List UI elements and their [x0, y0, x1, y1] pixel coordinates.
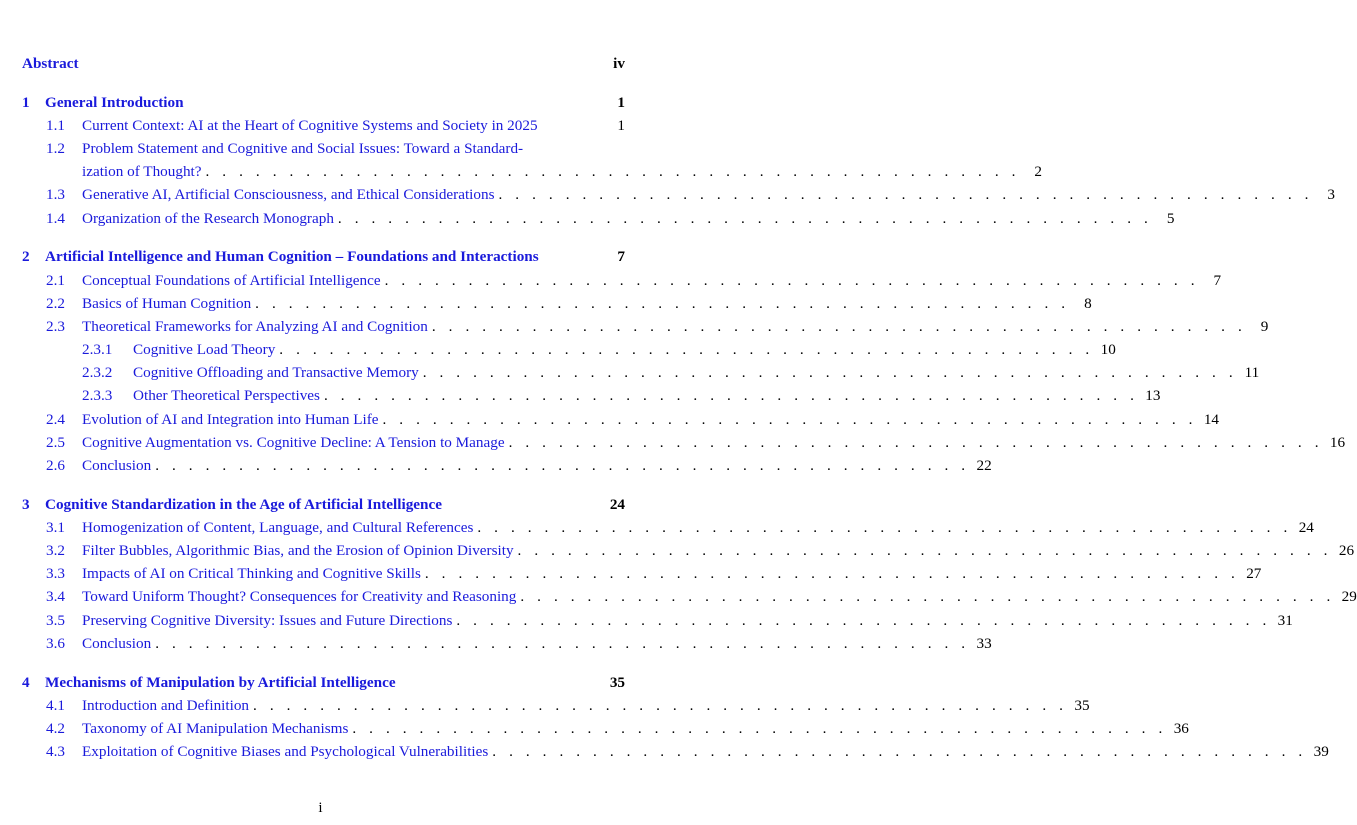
toc-leader: . . . . . . . . . . . . . . . . . . . . . . . . . . . . . . . . . . . . . . . . . . . . . . . . . — [517, 542, 1333, 560]
toc-section-title[interactable]: Evolution of AI and Integration into Human Life — [82, 410, 379, 428]
toc-section-number: 4.2 — [46, 719, 65, 737]
toc-section-title[interactable]: Homogenization of Content, Language, and Cultural References — [82, 518, 474, 536]
toc-section-title[interactable]: Conclusion — [82, 457, 152, 474]
toc-section-number: 2.3 — [46, 317, 65, 335]
toc-section-title[interactable]: Generative AI, Artificial Consciousness, and Ethical Considerations — [82, 186, 495, 204]
toc-page-number: 24 — [1298, 518, 1314, 536]
toc-page-number: 8 — [1084, 294, 1092, 312]
toc-page-number: 1 — [617, 116, 625, 134]
toc-section-title[interactable]: Taxonomy of AI Manipulation Mechanisms — [82, 719, 349, 737]
toc-section-2-5[interactable] — [22, 431, 1346, 454]
toc-section-2-1[interactable] — [22, 269, 1222, 292]
toc-page-number: 39 — [1313, 743, 1329, 761]
toc-leader: . . . . . . . . . . . . . . . . . . . . . . . . . . . . . . . . . . . . . . . . . . . . . . . . . — [431, 317, 1247, 335]
toc-section-1-2-continued[interactable] — [22, 160, 1043, 183]
toc-section-title-continued[interactable]: ization of Thought? — [82, 163, 202, 181]
toc-page-number: 16 — [1329, 433, 1346, 451]
toc-subsection-title[interactable]: Cognitive Offloading and Transactive Memory — [133, 364, 419, 382]
toc-section-title[interactable]: Preserving Cognitive Diversity: Issues and Future Directions — [82, 611, 453, 629]
toc-leader: . . . . . . . . . . . . . . . . . . . . . . . . . . . . . . . . . . . . . . . . . . . . . . . . . — [253, 696, 1068, 714]
toc-section-number: 3.3 — [46, 565, 65, 583]
toc-section-1-3[interactable] — [22, 183, 1336, 206]
toc-section-1-1[interactable] — [22, 114, 625, 137]
toc-subsection-number: 2.3.1 — [82, 341, 113, 359]
toc-section-1-2[interactable] — [22, 137, 625, 160]
toc-page-number: 31 — [1277, 611, 1293, 629]
toc-leader: . . . . . . . . . . . . . . . . . . . . . . . . . . . . . . . . . . . . . . . . . . . . . . . . . — [382, 410, 1198, 428]
toc-leader: . . . . . . . . . . . . . . . . . . . . . . . . . . . . . . . . . . . . . . . . . . . . . . . . . — [520, 588, 1335, 606]
toc-page-number: 24 — [609, 495, 625, 513]
toc-leader — [538, 114, 607, 137]
toc-chapter-number: 1 — [22, 93, 30, 111]
toc-section-number: 2.4 — [46, 410, 65, 428]
toc-chapter-3[interactable] — [22, 493, 625, 516]
toc-page-number: 29 — [1341, 588, 1357, 606]
toc-leader: . . . . . . . . . . . . . . . . . . . . . . . . . . . . . . . . . . . . . . . . . . . . . . . . . — [477, 518, 1292, 536]
toc-leader: . . . . . . . . . . . . . . . . . . . . . . . . . . . . . . . . . . . . . . . . . . . . . . . . . — [352, 719, 1167, 737]
toc-subsection-title[interactable]: Other Theoretical Perspectives — [133, 387, 320, 405]
toc-chapter-number: 3 — [22, 495, 30, 513]
toc-section-title[interactable]: Theoretical Frameworks for Analyzing AI and Cognition — [82, 317, 428, 335]
toc-leader: . . . . . . . . . . . . . . . . . . . . . . . . . . . . . . . . . . . . . . . . . . . . . . . . . — [422, 364, 1238, 382]
table-of-contents — [22, 52, 1357, 763]
toc-subsection-2-3-1[interactable] — [22, 338, 1116, 361]
toc-leader: . . . . . . . . . . . . . . . . . . . . . . . . . . . . . . . . . . . . . . . . . . . . . . . . . — [323, 387, 1139, 405]
toc-section-number: 3.1 — [46, 518, 65, 536]
toc-section-3-4[interactable] — [22, 585, 1357, 608]
toc-chapter-title[interactable]: Mechanisms of Manipulation by Artificial Intelligence — [45, 673, 396, 691]
toc-subsection-title[interactable]: Cognitive Load Theory — [133, 341, 276, 359]
toc-leader: . . . . . . . . . . . . . . . . . . . . . . . . . . . . . . . . . . . . . . . . . . . . . . . . . — [424, 565, 1240, 583]
toc-section-number: 3.6 — [46, 634, 65, 652]
toc-leader: . . . . . . . . . . . . . . . . . . . . . . . . . . . . . . . . . . . . . . . . . . . . . . . . . — [255, 294, 1070, 312]
toc-section-2-4[interactable] — [22, 408, 1220, 431]
toc-section-title[interactable]: Impacts of AI on Critical Thinking and Cognitive Skills — [82, 565, 421, 583]
toc-section-number: 2.5 — [46, 433, 65, 451]
toc-section-title[interactable]: Problem Statement and Cognitive and Social Issues: Toward a Standard- — [82, 140, 524, 158]
toc-leader — [184, 91, 607, 114]
toc-section-title[interactable]: Conclusion — [82, 634, 152, 652]
toc-subsection-number: 2.3.3 — [82, 387, 113, 405]
page-number-footer: i — [318, 800, 323, 816]
toc-section-title[interactable]: Current Context: AI at the Heart of Cognitive Systems and Society in 2025 — [82, 116, 538, 134]
toc-section-title[interactable]: Filter Bubbles, Algorithmic Bias, and the Erosion of Opinion Diversity — [82, 542, 514, 560]
toc-page-number: 9 — [1260, 317, 1269, 335]
toc-subsection-number: 2.3.2 — [82, 364, 113, 382]
toc-section-title[interactable]: Organization of the Research Monograph — [82, 209, 334, 227]
toc-leader: . . . . . . . . . . . . . . . . . . . . . . . . . . . . . . . . . . . . . . . . . . . . . . . . . — [384, 271, 1200, 289]
toc-page-number: 35 — [1074, 696, 1090, 714]
toc-section-3-3[interactable] — [22, 562, 1262, 585]
toc-section-number: 3.4 — [46, 588, 65, 606]
toc-section-title[interactable]: Introduction and Definition — [82, 696, 250, 714]
toc-leader: . . . . . . . . . . . . . . . . . . . . . . . . . . . . . . . . . . . . . . . . . . . . . . . . . — [456, 611, 1271, 629]
toc-page-number: 11 — [1244, 364, 1260, 382]
toc-chapter-title[interactable]: Cognitive Standardization in the Age of Artificial Intelligence — [45, 495, 442, 513]
toc-section-3-2[interactable] — [22, 539, 1355, 562]
toc-section-title[interactable]: Exploitation of Cognitive Biases and Psychological Vulnerabilities — [82, 743, 489, 761]
toc-section-1-4[interactable] — [22, 207, 1175, 230]
toc-entry-title[interactable]: Abstract — [22, 55, 79, 72]
toc-section-number: 2.2 — [46, 294, 65, 312]
toc-section-2-3[interactable] — [22, 315, 1269, 338]
toc-page-number: 22 — [976, 457, 992, 474]
toc-page-number: 13 — [1145, 387, 1161, 405]
toc-page-number: 7 — [617, 248, 625, 266]
toc-section-4-3[interactable] — [22, 740, 1329, 763]
toc-leader — [442, 493, 607, 516]
toc-section-title[interactable]: Conceptual Foundations of Artificial Intelligence — [82, 271, 381, 289]
toc-section-number: 1.2 — [46, 140, 65, 158]
toc-leader — [396, 671, 607, 694]
toc-leader: . . . . . . . . . . . . . . . . . . . . . . . . . . . . . . . . . . . . . . . . . . . . . . . . . — [155, 634, 970, 652]
toc-page-number: 5 — [1166, 209, 1175, 227]
toc-section-number: 1.4 — [46, 209, 65, 227]
toc-page-number: 36 — [1173, 719, 1189, 737]
toc-page-number: 26 — [1338, 542, 1355, 560]
toc-chapter-number: 4 — [22, 673, 30, 691]
toc-section-number: 1.1 — [46, 116, 65, 134]
toc-chapter-2[interactable] — [22, 245, 625, 268]
toc-leader — [523, 137, 625, 160]
toc-leader: . . . . . . . . . . . . . . . . . . . . . . . . . . . . . . . . . . . . . . . . . . . . . . . . . — [492, 743, 1307, 761]
toc-leader: . . . . . . . . . . . . . . . . . . . . . . . . . . . . . . . . . . . . . . . . . . . . . . . . . — [337, 209, 1153, 227]
toc-subsection-2-3-3[interactable] — [22, 384, 1161, 407]
toc-section-2-2[interactable] — [22, 292, 1092, 315]
toc-section-4-2[interactable] — [22, 717, 1189, 740]
toc-leader — [539, 245, 607, 268]
toc-page-number: 7 — [1213, 271, 1222, 289]
toc-section-number: 2.1 — [46, 271, 65, 289]
toc-leader: . . . . . . . . . . . . . . . . . . . . . . . . . . . . . . . . . . . . . . . . . . . . . . . . . — [155, 457, 970, 474]
toc-leader: . . . . . . . . . . . . . . . . . . . . . . . . . . . . . . . . . . . . . . . . . . . . . . . . . — [279, 341, 1094, 359]
toc-page-number: 27 — [1246, 565, 1262, 583]
toc-page-number: 10 — [1100, 341, 1116, 359]
toc-page-number: 33 — [976, 634, 992, 652]
toc-page-number: 2 — [1034, 163, 1043, 181]
toc-leader — [79, 52, 607, 75]
toc-chapter-number: 2 — [22, 248, 30, 266]
toc-subsection-2-3-2[interactable] — [22, 361, 1260, 384]
toc-section-number: 1.3 — [46, 186, 65, 204]
toc-page-number: 35 — [609, 673, 625, 691]
toc-page-number: 3 — [1327, 186, 1336, 204]
toc-section-number: 4.1 — [46, 696, 65, 714]
toc-section-title[interactable]: Cognitive Augmentation vs. Cognitive Decline: A Tension to Manage — [82, 433, 505, 451]
toc-section-number: 2.6 — [46, 457, 65, 474]
toc-chapter-title[interactable]: General Introduction — [45, 93, 184, 111]
toc-page-number: 14 — [1203, 410, 1220, 428]
toc-chapter-1[interactable] — [22, 91, 625, 114]
toc-chapter-title[interactable]: Artificial Intelligence and Human Cognition – Foundations and Interactions — [45, 248, 539, 266]
toc-section-3-6[interactable] — [22, 632, 992, 655]
toc-section-3-1[interactable] — [22, 516, 1314, 539]
toc-section-3-5[interactable] — [22, 609, 1293, 632]
toc-page-number: iv — [613, 55, 625, 72]
toc-page-number: 1 — [617, 93, 625, 111]
toc-entry-abstract[interactable] — [22, 52, 625, 75]
toc-section-4-1[interactable] — [22, 694, 1090, 717]
toc-section-number: 3.2 — [46, 542, 65, 560]
toc-section-2-6[interactable] — [22, 454, 992, 477]
toc-section-number: 4.3 — [46, 743, 65, 761]
toc-section-title[interactable]: Basics of Human Cognition — [82, 294, 252, 312]
toc-leader: . . . . . . . . . . . . . . . . . . . . . . . . . . . . . . . . . . . . . . . . . . . . . . . . . — [498, 186, 1314, 204]
toc-leader: . . . . . . . . . . . . . . . . . . . . . . . . . . . . . . . . . . . . . . . . . . . . . . . . . — [205, 163, 1021, 181]
toc-leader: . . . . . . . . . . . . . . . . . . . . . . . . . . . . . . . . . . . . . . . . . . . . . . . . . — [508, 433, 1324, 451]
toc-section-number: 3.5 — [46, 611, 65, 629]
toc-section-title[interactable]: Toward Uniform Thought? Consequences for Creativity and Reasoning — [82, 588, 517, 606]
toc-chapter-4[interactable] — [22, 671, 625, 694]
